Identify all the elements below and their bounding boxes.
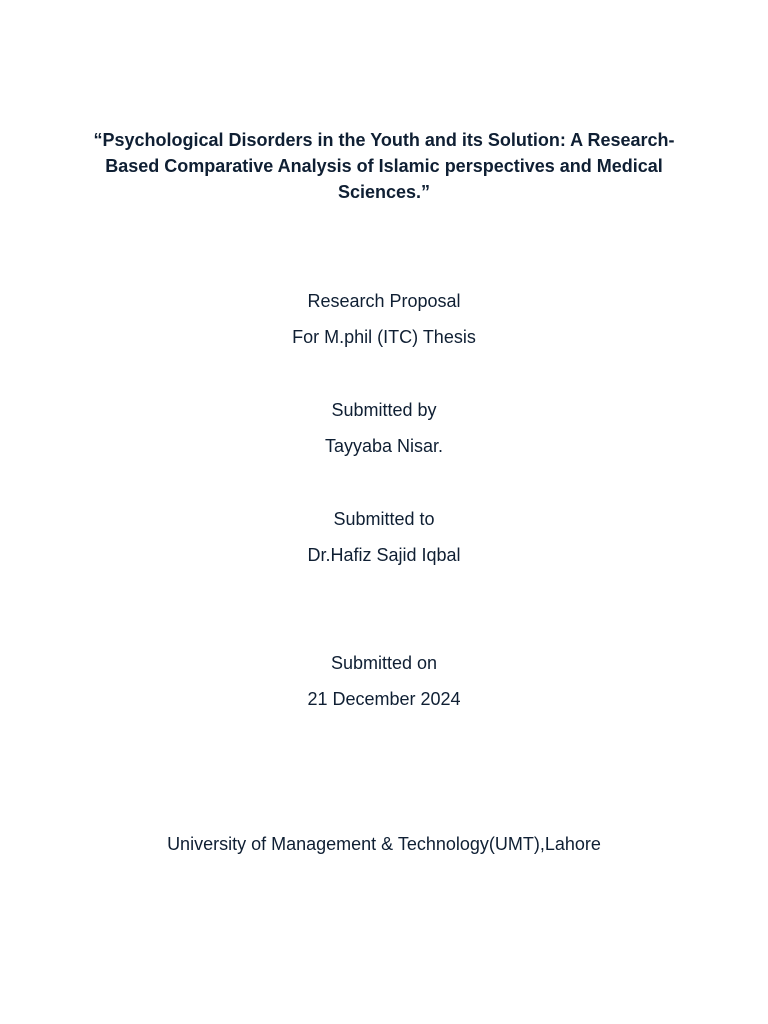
submitted-by-label: Submitted by	[331, 400, 437, 420]
submission-date: 21 December 2024	[307, 689, 461, 709]
document-type: Research Proposal	[307, 291, 461, 311]
degree-line: For M.phil (ITC) Thesis	[292, 327, 476, 347]
supervisor-name: Dr.Hafiz Sajid Iqbal	[307, 545, 461, 565]
author-name: Tayyaba Nisar.	[324, 436, 444, 456]
submitted-to-label: Submitted to	[333, 509, 435, 529]
submitted-on-label: Submitted on	[330, 653, 438, 673]
institution-name: University of Management & Technology(UMT),Lahore	[167, 834, 601, 854]
document-title: “Psychological Disorders in the Youth and its Solution: A Research-Based Comparative Analysis of Islamic perspectives and Medical Sciences.”	[93, 130, 675, 202]
